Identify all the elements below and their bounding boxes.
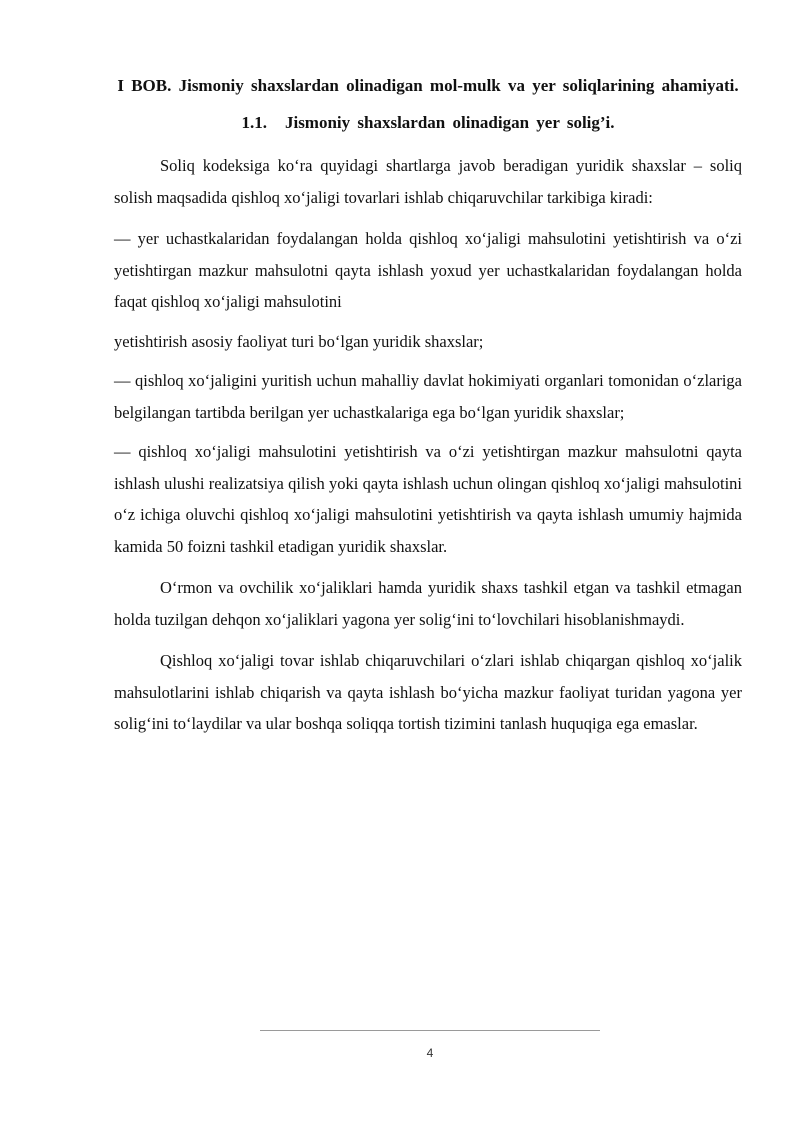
paragraph-forestry: O‘rmon va ovchilik xo‘jaliklari hamda yuridik shaxs tashkil etgan va tashkil etmagan holda tuzilgan dehqon xo‘jaliklari yagona yer solig‘ini to‘lovchilari hisoblanishmaydi. [114, 578, 742, 629]
section-heading [114, 107, 742, 138]
paragraph-intro: Soliq kodeksiga ko‘ra quyidagi shartlarga javob beradigan yuridik shaxslar – soliq solish maqsadida qishloq xo‘jaligi tovarlari ishlab chiqaruvchilar tarkibiga kiradi: [114, 156, 742, 207]
list-item-3: — qishloq xo‘jaligi mahsulotini yetishtirish va o‘zi yetishtirgan mazkur mahsulotni qayta ishlash ulushi realizatsiya qilish yoki qayta ishlash uchun olingan qishloq xo‘jaligi mahsulotini o‘z ichiga oluvchi qishloq xo‘jaligi mahsulotini yetishtirish va qayta ishlash umumiy hajmida kamida 50 foizni tashkil etadigan yuridik shaxslar. [114, 442, 742, 556]
section-number: 1.1. [241, 113, 267, 132]
document-page [114, 70, 742, 750]
section-title: Jismoniy shaxslardan olinadigan yer solig’i. [284, 113, 615, 132]
page-footer [260, 1030, 600, 1060]
list-item-1b: yetishtirish asosiy faoliyat turi bo‘lgan yuridik shaxslar; [114, 331, 484, 351]
chapter-title: I BOB. Jismoniy shaxslardan olinadigan mol-mulk va yer soliqlarining ahamiyati. [117, 76, 739, 95]
footer-divider [260, 1030, 600, 1031]
list-item-2: — qishloq xo‘jaligini yuritish uchun mahalliy davlat hokimiyati organlari tomonidan o‘zlariga belgilangan tartibda berilgan yer uchastkalariga ega bo‘lgan yuridik shaxslar; [114, 371, 742, 422]
paragraph-producers: Qishloq xo‘jaligi tovar ishlab chiqaruvchilari o‘zlari ishlab chiqargan qishloq xo‘jalik mahsulotlarini ishlab chiqarish va qayta ishlash bo‘yicha mazkur faoliyat turidan yagona yer solig‘ini to‘laydilar va ular boshqa soliqqa tortish tizimini tanlash huquqiga ega emaslar. [114, 651, 742, 733]
page-number: 4 [426, 1046, 434, 1060]
list-item-1a: — yer uchastkalaridan foydalangan holda qishloq xo‘jaligi mahsulotini yetishtirish va o‘zi yetishtirgan mazkur mahsulotni qayta ishlash yoxud yer uchastkalaridan foydalangan holda faqat qishloq xo‘jaligi mahsulotini [114, 229, 742, 311]
